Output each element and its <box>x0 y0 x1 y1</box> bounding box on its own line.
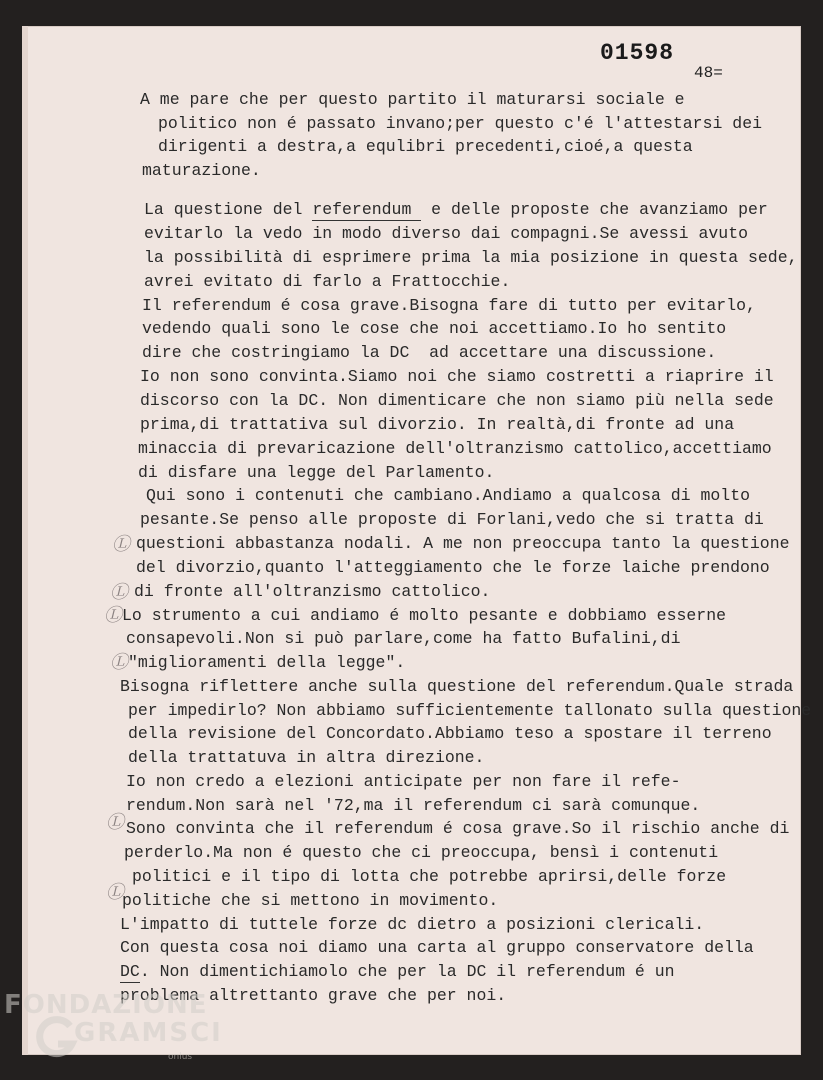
text-line: rendum.Non sarà nel '72,ma il referendum ci sarà comunque. <box>126 796 701 815</box>
text-line <box>144 200 768 220</box>
text-span: . Non dimentichiamolo che per la DC il referendum é un <box>139 962 675 981</box>
text-line: L'impatto di tuttele forze dc dietro a posizioni clericali. <box>120 915 705 934</box>
text-line: questioni abbastanza nodali. A me non preoccupa tanto la questione <box>136 534 790 553</box>
margin-mark: Ⓛ <box>110 582 128 603</box>
underlined-word: referendum <box>312 200 422 219</box>
text-line: del divorzio,quanto l'atteggiamento che le forze laiche prendono <box>136 558 770 577</box>
text-line: per impedirlo? Non abbiamo sufficientemente tallonato sulla questione <box>128 701 812 720</box>
text-line: Qui sono i contenuti che cambiano.Andiamo a qualcosa di molto <box>146 486 750 505</box>
margin-mark: Ⓛ <box>110 652 128 673</box>
watermark-line-1: FONDAZIONE <box>4 990 208 1020</box>
text-line: dirigenti a destra,a equlibri precedenti,cioé,a questa <box>158 137 693 156</box>
text-line: evitarlo la vedo in modo diverso dai compagni.Se avessi avuto <box>144 224 748 243</box>
text-line: pesante.Se penso alle proposte di Forlani,vedo che si tratta di <box>140 510 764 529</box>
text-line: la possibilità di esprimere prima la mia posizione in questa sede, <box>144 248 798 267</box>
text-line: discorso con la DC. Non dimenticare che non siamo più nella sede <box>140 391 774 410</box>
text-span: e delle proposte che avanziamo per <box>421 200 768 219</box>
margin-mark: Ⓛ <box>112 534 130 555</box>
text-line: dire che costringiamo la DC ad accettare una discussione. <box>142 343 717 362</box>
text-line: di fronte all'oltranzismo cattolico. <box>134 582 491 601</box>
underlined-word: DC <box>120 962 140 981</box>
text-line: A me pare che per questo partito il maturarsi sociale e <box>140 90 685 109</box>
text-line: Con questa cosa noi diamo una carta al gruppo conservatore della <box>120 938 754 957</box>
text-span: La questione del <box>144 200 313 219</box>
text-line: di disfare una legge del Parlamento. <box>138 463 495 482</box>
text-line: politiche che si mettono in movimento. <box>122 891 499 910</box>
text-line: Bisogna riflettere anche sulla questione del referendum.Quale strada <box>120 677 794 696</box>
margin-mark: Ⓛ <box>106 882 124 903</box>
text-line: Sono convinta che il referendum é cosa grave.So il rischio anche di <box>126 819 790 838</box>
text-line: consapevoli.Non si può parlare,come ha fatto Bufalini,di <box>126 629 681 648</box>
watermark <box>2 988 223 1078</box>
text-line: Io non sono convinta.Siamo noi che siamo costretti a riaprire il <box>140 367 774 386</box>
page-edge <box>22 26 28 1055</box>
text-line: avrei evitato di farlo a Frattocchie. <box>144 272 511 291</box>
text-line: "miglioramenti della legge". <box>128 653 406 672</box>
margin-mark: Ⓛ <box>106 812 124 833</box>
document-number: 01598 <box>600 40 675 66</box>
text-line: minaccia di prevaricazione dell'oltranzismo cattolico,accettiamo <box>138 439 772 458</box>
text-line: Io non credo a elezioni anticipate per non fare il refe- <box>126 772 681 791</box>
margin-mark: Ⓛ <box>104 605 122 626</box>
text-line: prima,di trattativa sul divorzio. In realtà,di fronte ad una <box>140 415 735 434</box>
text-line <box>120 962 675 982</box>
text-line: maturazione. <box>142 161 261 180</box>
document-page <box>22 26 812 1055</box>
page-number: 48= <box>694 64 723 82</box>
text-line: politico non é passato invano;per questo c'é l'attestarsi dei <box>158 114 762 133</box>
text-line: della revisione del Concordato.Abbiamo teso a spostare il terreno <box>128 724 772 743</box>
watermark-g-icon <box>34 1016 78 1060</box>
watermark-line-2: GRAMSCI <box>74 1018 223 1048</box>
watermark-line-3: onlus <box>168 1052 193 1062</box>
text-line: vedendo quali sono le cose che noi accettiamo.Io ho sentito <box>142 319 727 338</box>
text-line: della trattatuva in altra direzione. <box>128 748 485 767</box>
text-line: perderlo.Ma non é questo che ci preoccupa, bensì i contenuti <box>124 843 719 862</box>
text-line: politici e il tipo di lotta che potrebbe aprirsi,delle forze <box>132 867 727 886</box>
text-line: problema altrettanto grave che per noi. <box>120 986 507 1005</box>
text-line: Il referendum é cosa grave.Bisogna fare di tutto per evitarlo, <box>142 296 756 315</box>
text-line: Lo strumento a cui andiamo é molto pesante e dobbiamo esserne <box>122 606 726 625</box>
